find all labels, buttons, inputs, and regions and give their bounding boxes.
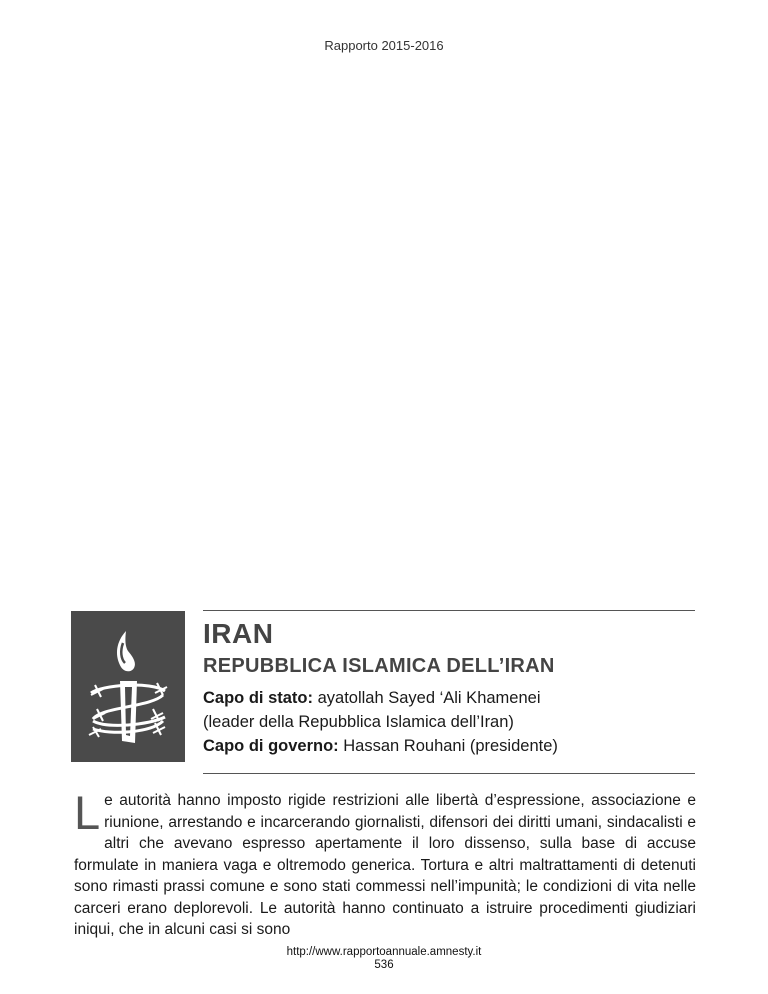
amnesty-candle-barbed-wire-icon [71, 611, 185, 762]
country-facts [203, 686, 558, 758]
head-of-government-line [203, 734, 558, 758]
head-of-government-value: Hassan Rouhani (presidente) [343, 737, 558, 755]
head-of-government-label: Capo di governo: [203, 737, 339, 755]
running-head: Rapporto 2015-2016 [324, 38, 444, 53]
head-of-state-value: ayatollah Sayed ‘Ali Khamenei [317, 689, 541, 707]
top-divider [203, 610, 695, 611]
country-name: IRAN [203, 618, 274, 649]
page-number: 536 [374, 959, 394, 971]
bottom-divider [203, 773, 695, 774]
head-of-state-note: (leader della Repubblica Islamica dell’Iran) [203, 713, 514, 731]
footer-url: http://www.rapportoannuale.amnesty.it [286, 946, 482, 958]
head-of-state-label: Capo di stato: [203, 689, 313, 707]
head-of-state-line [203, 686, 558, 710]
page-footer [0, 946, 768, 972]
body-paragraph [74, 786, 696, 941]
body-text: e autorità hanno imposto rigide restrizioni alle libertà d’espressione, associazione e riunione, arrestando e incarcerando giornalisti, difensori dei diritti umani, sindacalisti e altri che avevano espresso apertamente il loro dissenso, sulla base di accuse formulate in maniera vaga e oltremodo generica. Tortura e altri maltrattamenti di detenuti sono rimasti prassi comune e sono stati commessi nell’impunità; le condizioni di vita nelle carceri erano deplorevoli. Le autorità hanno continuato a istruire procedimenti giudiziari iniqui, che in alcuni casi si sono [74, 792, 696, 938]
drop-cap: L [74, 786, 101, 839]
country-official-name: REPUBBLICA ISLAMICA DELL’IRAN [203, 655, 555, 677]
